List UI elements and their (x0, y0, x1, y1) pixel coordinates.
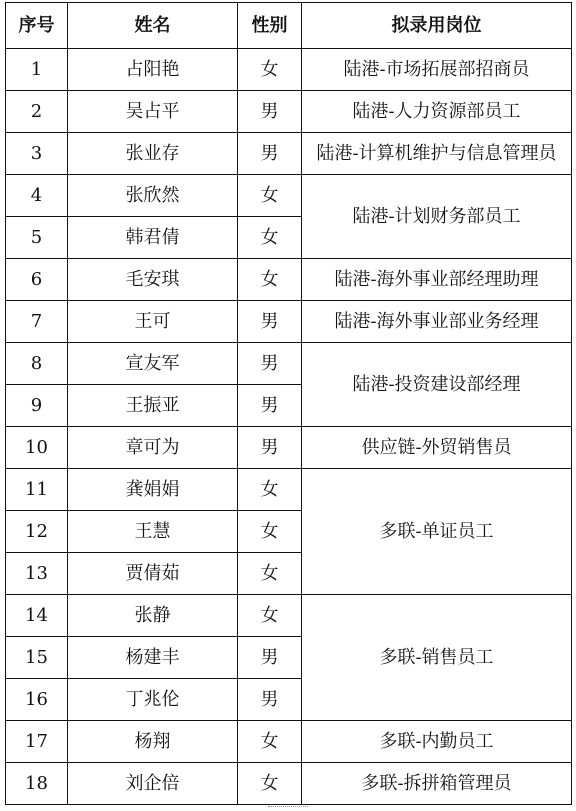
cell-gender: 女 (238, 259, 302, 301)
cell-name: 吴占平 (68, 91, 238, 133)
cell-gender: 男 (238, 91, 302, 133)
cell-no: 9 (6, 385, 68, 427)
cell-no: 15 (6, 637, 68, 679)
cell-gender: 女 (238, 469, 302, 511)
cell-gender: 女 (238, 49, 302, 91)
cell-position: 供应链-外贸销售员 (302, 427, 572, 469)
cell-gender: 女 (238, 553, 302, 595)
cell-name: 韩君倩 (68, 217, 238, 259)
cell-name: 张业存 (68, 133, 238, 175)
cell-name: 贾倩茹 (68, 553, 238, 595)
cell-name: 章可为 (68, 427, 238, 469)
cell-name: 宣友军 (68, 343, 238, 385)
cell-no: 18 (6, 763, 68, 805)
cell-name: 杨翔 (68, 721, 238, 763)
cell-name: 王慧 (68, 511, 238, 553)
cell-position: 陆港-人力资源部员工 (302, 91, 572, 133)
cell-no: 4 (6, 175, 68, 217)
cell-position: 陆港-市场拓展部招商员 (302, 49, 572, 91)
cell-name: 王可 (68, 301, 238, 343)
cell-name: 张静 (68, 595, 238, 637)
table-row (6, 427, 572, 469)
cell-gender: 男 (238, 679, 302, 721)
table-row (6, 763, 572, 805)
table-row (6, 133, 572, 175)
cell-name: 占阳艳 (68, 49, 238, 91)
cell-position: 多联-内勤员工 (302, 721, 572, 763)
page-edge-mark (268, 806, 308, 810)
cell-name: 张欣然 (68, 175, 238, 217)
table-row (6, 469, 572, 511)
cell-position: 陆港-投资建设部经理 (302, 343, 572, 427)
recruitment-table (5, 2, 572, 805)
cell-name: 王振亚 (68, 385, 238, 427)
table-row (6, 175, 572, 217)
cell-no: 8 (6, 343, 68, 385)
cell-gender: 男 (238, 427, 302, 469)
cell-gender: 女 (238, 595, 302, 637)
table-row (6, 91, 572, 133)
cell-gender: 女 (238, 721, 302, 763)
cell-position: 陆港-计划财务部员工 (302, 175, 572, 259)
cell-no: 12 (6, 511, 68, 553)
table-row (6, 259, 572, 301)
cell-gender: 女 (238, 217, 302, 259)
cell-no: 14 (6, 595, 68, 637)
cell-position: 多联-单证员工 (302, 469, 572, 595)
header-no: 序号 (6, 3, 68, 49)
cell-position: 陆港-海外事业部经理助理 (302, 259, 572, 301)
cell-name: 杨建丰 (68, 637, 238, 679)
table-row (6, 301, 572, 343)
table-row (6, 343, 572, 385)
cell-name: 毛安琪 (68, 259, 238, 301)
cell-no: 10 (6, 427, 68, 469)
header-gender: 性别 (238, 3, 302, 49)
cell-name: 龚娟娟 (68, 469, 238, 511)
cell-no: 13 (6, 553, 68, 595)
cell-gender: 男 (238, 343, 302, 385)
cell-name: 丁兆伦 (68, 679, 238, 721)
cell-no: 11 (6, 469, 68, 511)
header-name: 姓名 (68, 3, 238, 49)
table-row (6, 595, 572, 637)
cell-position: 陆港-计算机维护与信息管理员 (302, 133, 572, 175)
header-position: 拟录用岗位 (302, 3, 572, 49)
cell-no: 5 (6, 217, 68, 259)
cell-no: 17 (6, 721, 68, 763)
cell-gender: 女 (238, 175, 302, 217)
cell-position: 多联-拆拼箱管理员 (302, 763, 572, 805)
cell-name: 刘企倍 (68, 763, 238, 805)
cell-gender: 男 (238, 637, 302, 679)
table-row (6, 721, 572, 763)
cell-position: 陆港-海外事业部业务经理 (302, 301, 572, 343)
cell-gender: 女 (238, 763, 302, 805)
cell-no: 1 (6, 49, 68, 91)
table-row (6, 49, 572, 91)
cell-gender: 女 (238, 511, 302, 553)
cell-gender: 男 (238, 133, 302, 175)
cell-no: 7 (6, 301, 68, 343)
cell-position: 多联-销售员工 (302, 595, 572, 721)
cell-gender: 男 (238, 301, 302, 343)
cell-no: 16 (6, 679, 68, 721)
header-row (6, 3, 572, 49)
cell-no: 2 (6, 91, 68, 133)
cell-no: 6 (6, 259, 68, 301)
cell-gender: 男 (238, 385, 302, 427)
cell-no: 3 (6, 133, 68, 175)
